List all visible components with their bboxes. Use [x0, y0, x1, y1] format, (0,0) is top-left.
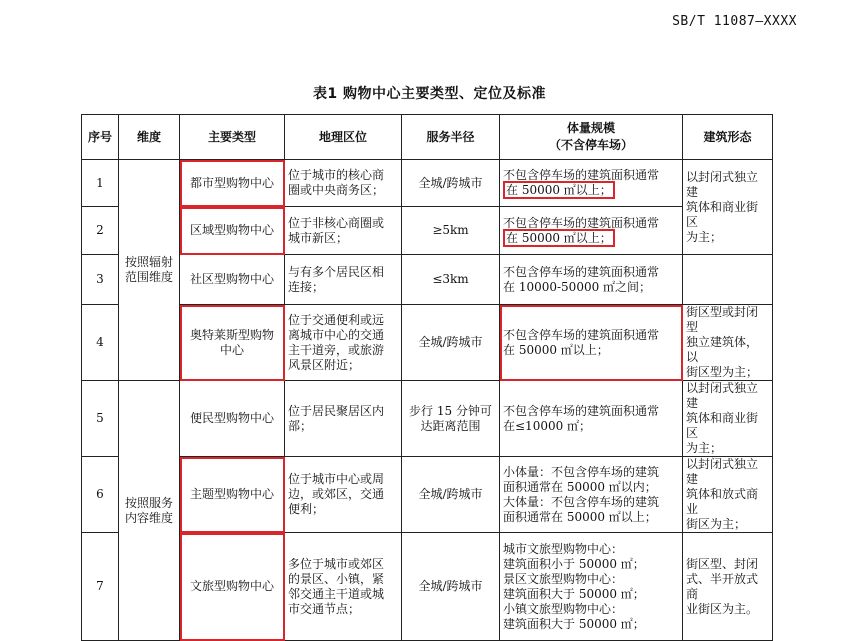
col-header-scale: 体量规模 （不含停车场） — [500, 115, 683, 160]
cell-type: 奥特莱斯型购物 中心 — [180, 305, 285, 381]
cell-no: 2 — [82, 207, 119, 255]
cell-no: 7 — [82, 533, 119, 641]
cell-form: 街区型或封闭型 独立建筑体，以 街区型为主； — [683, 305, 773, 381]
cell-no: 3 — [82, 255, 119, 305]
scale-highlight: 在 50000 ㎡以上； — [503, 181, 615, 199]
cell-no: 5 — [82, 381, 119, 457]
cell-type: 便民型购物中心 — [180, 381, 285, 457]
table-row — [82, 255, 773, 305]
table-row — [82, 457, 773, 533]
cell-no: 4 — [82, 305, 119, 381]
cell-location: 位于城市的核心商 圈或中央商务区； — [285, 160, 402, 207]
cell-scale: 不包含停车场的建筑面积通常 在 10000-50000 ㎡之间； — [500, 255, 683, 305]
cell-radius: 步行 15 分钟可 达距离范围 — [402, 381, 500, 457]
col-header-form: 建筑形态 — [683, 115, 773, 160]
cell-scale — [500, 160, 683, 207]
cell-form: 街区型、封闭 式、半开放式商 业街区为主。 — [683, 533, 773, 641]
cell-location: 位于交通便利或远 离城市中心的交通 主干道旁，或旅游 风景区附近； — [285, 305, 402, 381]
cell-dimension: 按照辐射 范围维度 — [119, 160, 180, 381]
cell-radius: 全城/跨城市 — [402, 160, 500, 207]
cell-no: 1 — [82, 160, 119, 207]
cell-radius: 全城/跨城市 — [402, 305, 500, 381]
cell-type: 主题型购物中心 — [180, 457, 285, 533]
table-row — [82, 207, 773, 255]
col-header-type: 主要类型 — [180, 115, 285, 160]
cell-form: 以封闭式独立建 筑体和放式商业 街区为主； — [683, 457, 773, 533]
cell-radius: ≤3km — [402, 255, 500, 305]
cell-location: 多位于城市或郊区 的景区、小镇，紧 邻交通主干道或城 市交通节点； — [285, 533, 402, 641]
col-header-location: 地理区位 — [285, 115, 402, 160]
scale-text: 不包含停车场的建筑面积通常 — [503, 168, 660, 182]
cell-scale: 不包含停车场的建筑面积通常 在 50000 ㎡以上； — [500, 305, 683, 381]
scale-text: 不包含停车场的建筑面积通常 — [503, 215, 660, 230]
cell-form: 以封闭式独立建 筑体和商业街区 为主； — [683, 160, 773, 255]
table-header-row — [82, 115, 773, 160]
cell-radius: 全城/跨城市 — [402, 533, 500, 641]
cell-scale — [500, 207, 683, 255]
table-title: 表1 购物中心主要类型、定位及标准 — [312, 86, 547, 102]
table-row — [82, 381, 773, 457]
cell-type: 都市型购物中心 — [180, 160, 285, 207]
cell-type: 文旅型购物中心 — [180, 533, 285, 641]
cell-form: 以封闭式独立建 筑体和商业街区 为主； — [683, 381, 773, 457]
table-row — [82, 533, 773, 641]
cell-scale: 小体量：不包含停车场的建筑 面积通常在 50000 ㎡以内； 大体量：不包含停车场的建筑 面积通常在 50000 ㎡以上； — [500, 457, 683, 533]
cell-location: 位于非核心商圈或 城市新区； — [285, 207, 402, 255]
cell-scale: 城市文旅型购物中心： 建筑面积小于 50000 ㎡； 景区文旅型购物中心： 建筑面积大于 50000 ㎡； 小镇文旅型购物中心： 建筑面积大于 50000 ㎡； — [500, 533, 683, 641]
col-header-radius: 服务半径 — [402, 115, 500, 160]
cell-type: 社区型购物中心 — [180, 255, 285, 305]
cell-radius: ≥5km — [402, 207, 500, 255]
scale-highlight: 在 50000 ㎡以上； — [503, 229, 615, 247]
table-row — [82, 160, 773, 207]
cell-dimension: 按照服务 内容维度 — [119, 381, 180, 641]
cell-location: 与有多个居民区相 连接； — [285, 255, 402, 305]
cell-radius: 全城/跨城市 — [402, 457, 500, 533]
standard-code: SB/T 11087—XXXX — [672, 14, 797, 29]
col-header-no: 序号 — [82, 115, 119, 160]
shopping-center-types-table — [81, 114, 773, 641]
cell-no: 6 — [82, 457, 119, 533]
cell-scale: 不包含停车场的建筑面积通常 在≤10000 ㎡； — [500, 381, 683, 457]
cell-type: 区域型购物中心 — [180, 207, 285, 255]
cell-form-empty — [683, 255, 773, 305]
table-row — [82, 305, 773, 381]
cell-location: 位于居民聚居区内 部； — [285, 381, 402, 457]
cell-location: 位于城市中心或周 边，或郊区，交通 便利； — [285, 457, 402, 533]
col-header-dimension: 维度 — [119, 115, 180, 160]
